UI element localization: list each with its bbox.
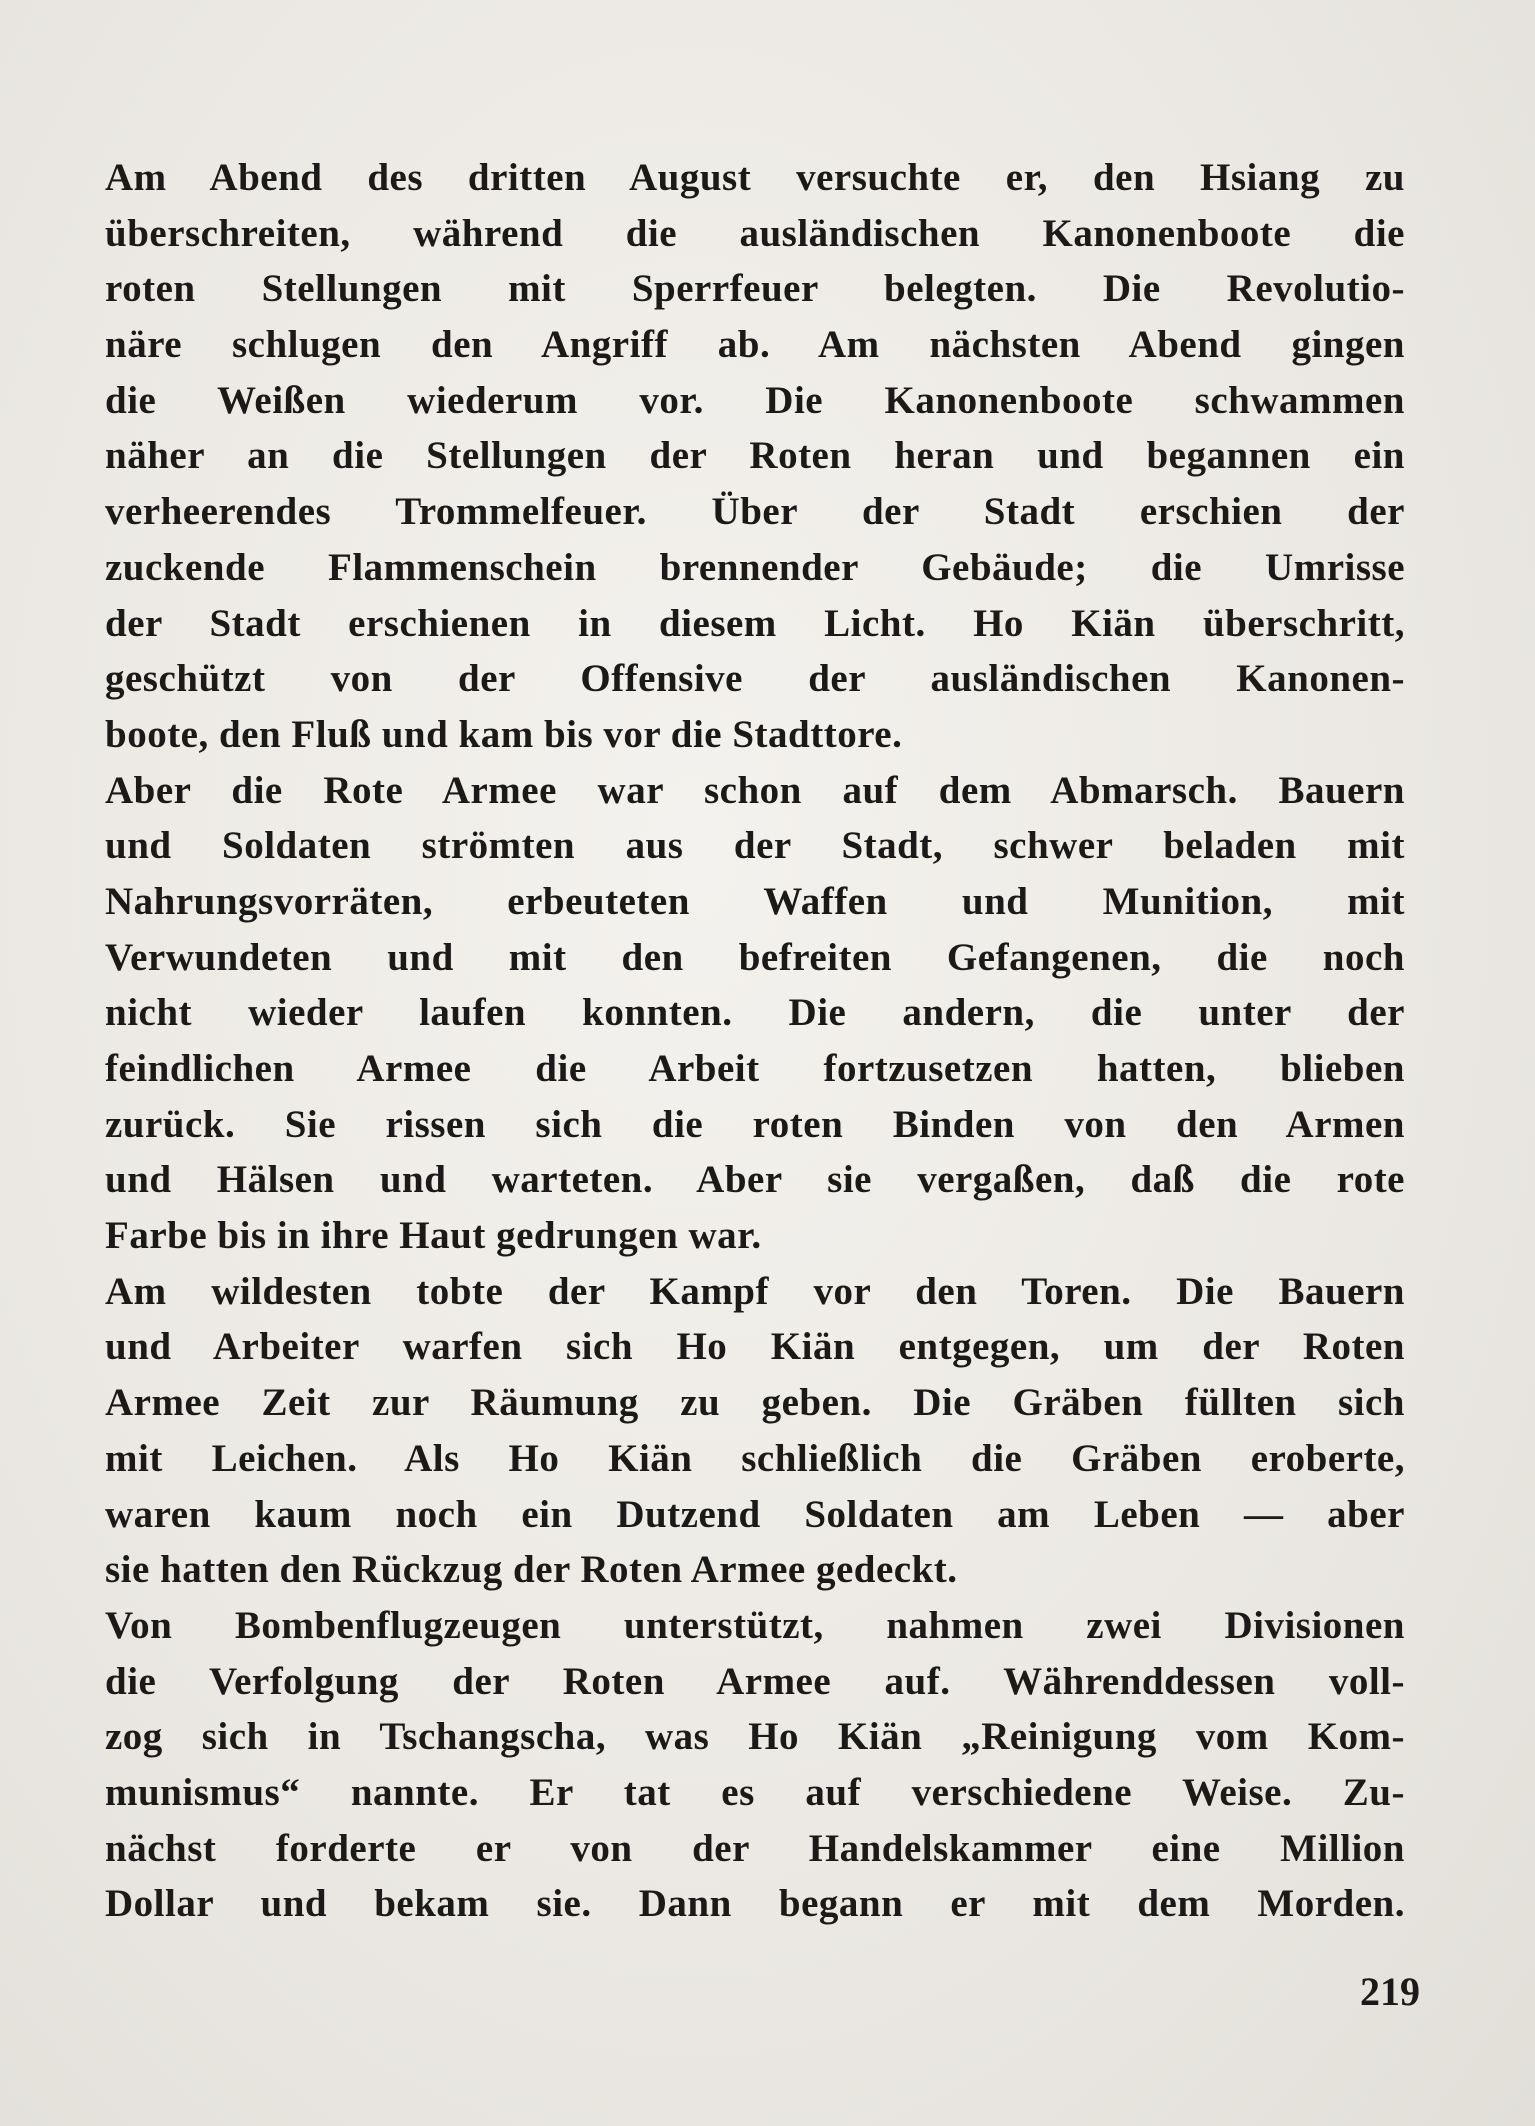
text-line: mit Leichen. Als Ho Kiän schließlich die Gräben eroberte, [105, 1436, 1405, 1480]
text-line: feindlichen Armee die Arbeit fortzusetzen hatten, blieben [105, 1047, 1405, 1090]
text-line: die Verfolgung der Roten Armee auf. Währenddessen voll- [105, 1659, 1405, 1703]
text-line: Von Bombenflugzeugen unterstützt, nahmen zwei Divisionen [105, 1603, 1405, 1647]
text-line: boote, den Fluß und kam bis vor die Stadttore. [105, 712, 903, 756]
text-line: Farbe bis in ihre Haut gedrungen war. [105, 1214, 762, 1258]
text-line: Armee Zeit zur Räumung zu geben. Die Gräben füllten sich [105, 1381, 1405, 1425]
text-line: Am wildesten tobte der Kampf vor den Toren. Die Bauern [105, 1269, 1405, 1313]
page-number: 219 [1360, 1969, 1420, 2014]
text-line: Dollar und bekam sie. Dann begann er mit dem Morden. [105, 1882, 1405, 1926]
text-line: verheerendes Trommelfeuer. Über der Stadt erschien der [105, 490, 1405, 534]
text-line: näre schlugen den Angriff ab. Am nächsten Abend gingen [105, 323, 1405, 367]
text-line: munismus“ nannte. Er tat es auf verschiedene Weise. Zu- [105, 1770, 1405, 1814]
text-line: Aber die Rote Armee war schon auf dem Abmarsch. Bauern [105, 768, 1405, 812]
text-line: zurück. Sie rissen sich die roten Binden von den Armen [105, 1102, 1405, 1146]
text-line: Verwundeten und mit den befreiten Gefangenen, die noch [105, 935, 1405, 979]
text-line: der Stadt erschienen in diesem Licht. Ho Kiän überschritt, [105, 601, 1405, 645]
text-line: und Hälsen und warteten. Aber sie vergaßen, daß die rote [105, 1158, 1405, 1202]
text-line: überschreiten, während die ausländischen Kanonenboote die [105, 211, 1405, 255]
text-line: roten Stellungen mit Sperrfeuer belegten. Die Revolutio- [105, 267, 1405, 311]
text-line: Nahrungsvorräten, erbeuteten Waffen und Munition, mit [105, 879, 1405, 923]
text-line: nicht wieder laufen konnten. Die andern, die unter der [105, 991, 1405, 1035]
text-line: näher an die Stellungen der Roten heran und begannen ein [105, 434, 1405, 478]
text-line: und Arbeiter warfen sich Ho Kiän entgegen, um der Roten [105, 1325, 1405, 1369]
text-line: nächst forderte er von der Handelskammer eine Million [105, 1826, 1405, 1870]
text-line: waren kaum noch ein Dutzend Soldaten am Leben — aber [105, 1492, 1405, 1536]
text-line: sie hatten den Rückzug der Roten Armee gedeckt. [105, 1548, 958, 1592]
text-line: zog sich in Tschangscha, was Ho Kiän „Reinigung vom Kom- [105, 1715, 1405, 1759]
text-line: und Soldaten strömten aus der Stadt, schwer beladen mit [105, 824, 1405, 868]
text-line: geschützt von der Offensive der ausländischen Kanonen- [105, 657, 1405, 701]
body-text [105, 150, 1405, 1932]
text-line: zuckende Flammenschein brennender Gebäude; die Umrisse [105, 545, 1405, 589]
text-line: Am Abend des dritten August versuchte er, den Hsiang zu [105, 156, 1405, 199]
text-line: die Weißen wiederum vor. Die Kanonenboote schwammen [105, 378, 1405, 422]
